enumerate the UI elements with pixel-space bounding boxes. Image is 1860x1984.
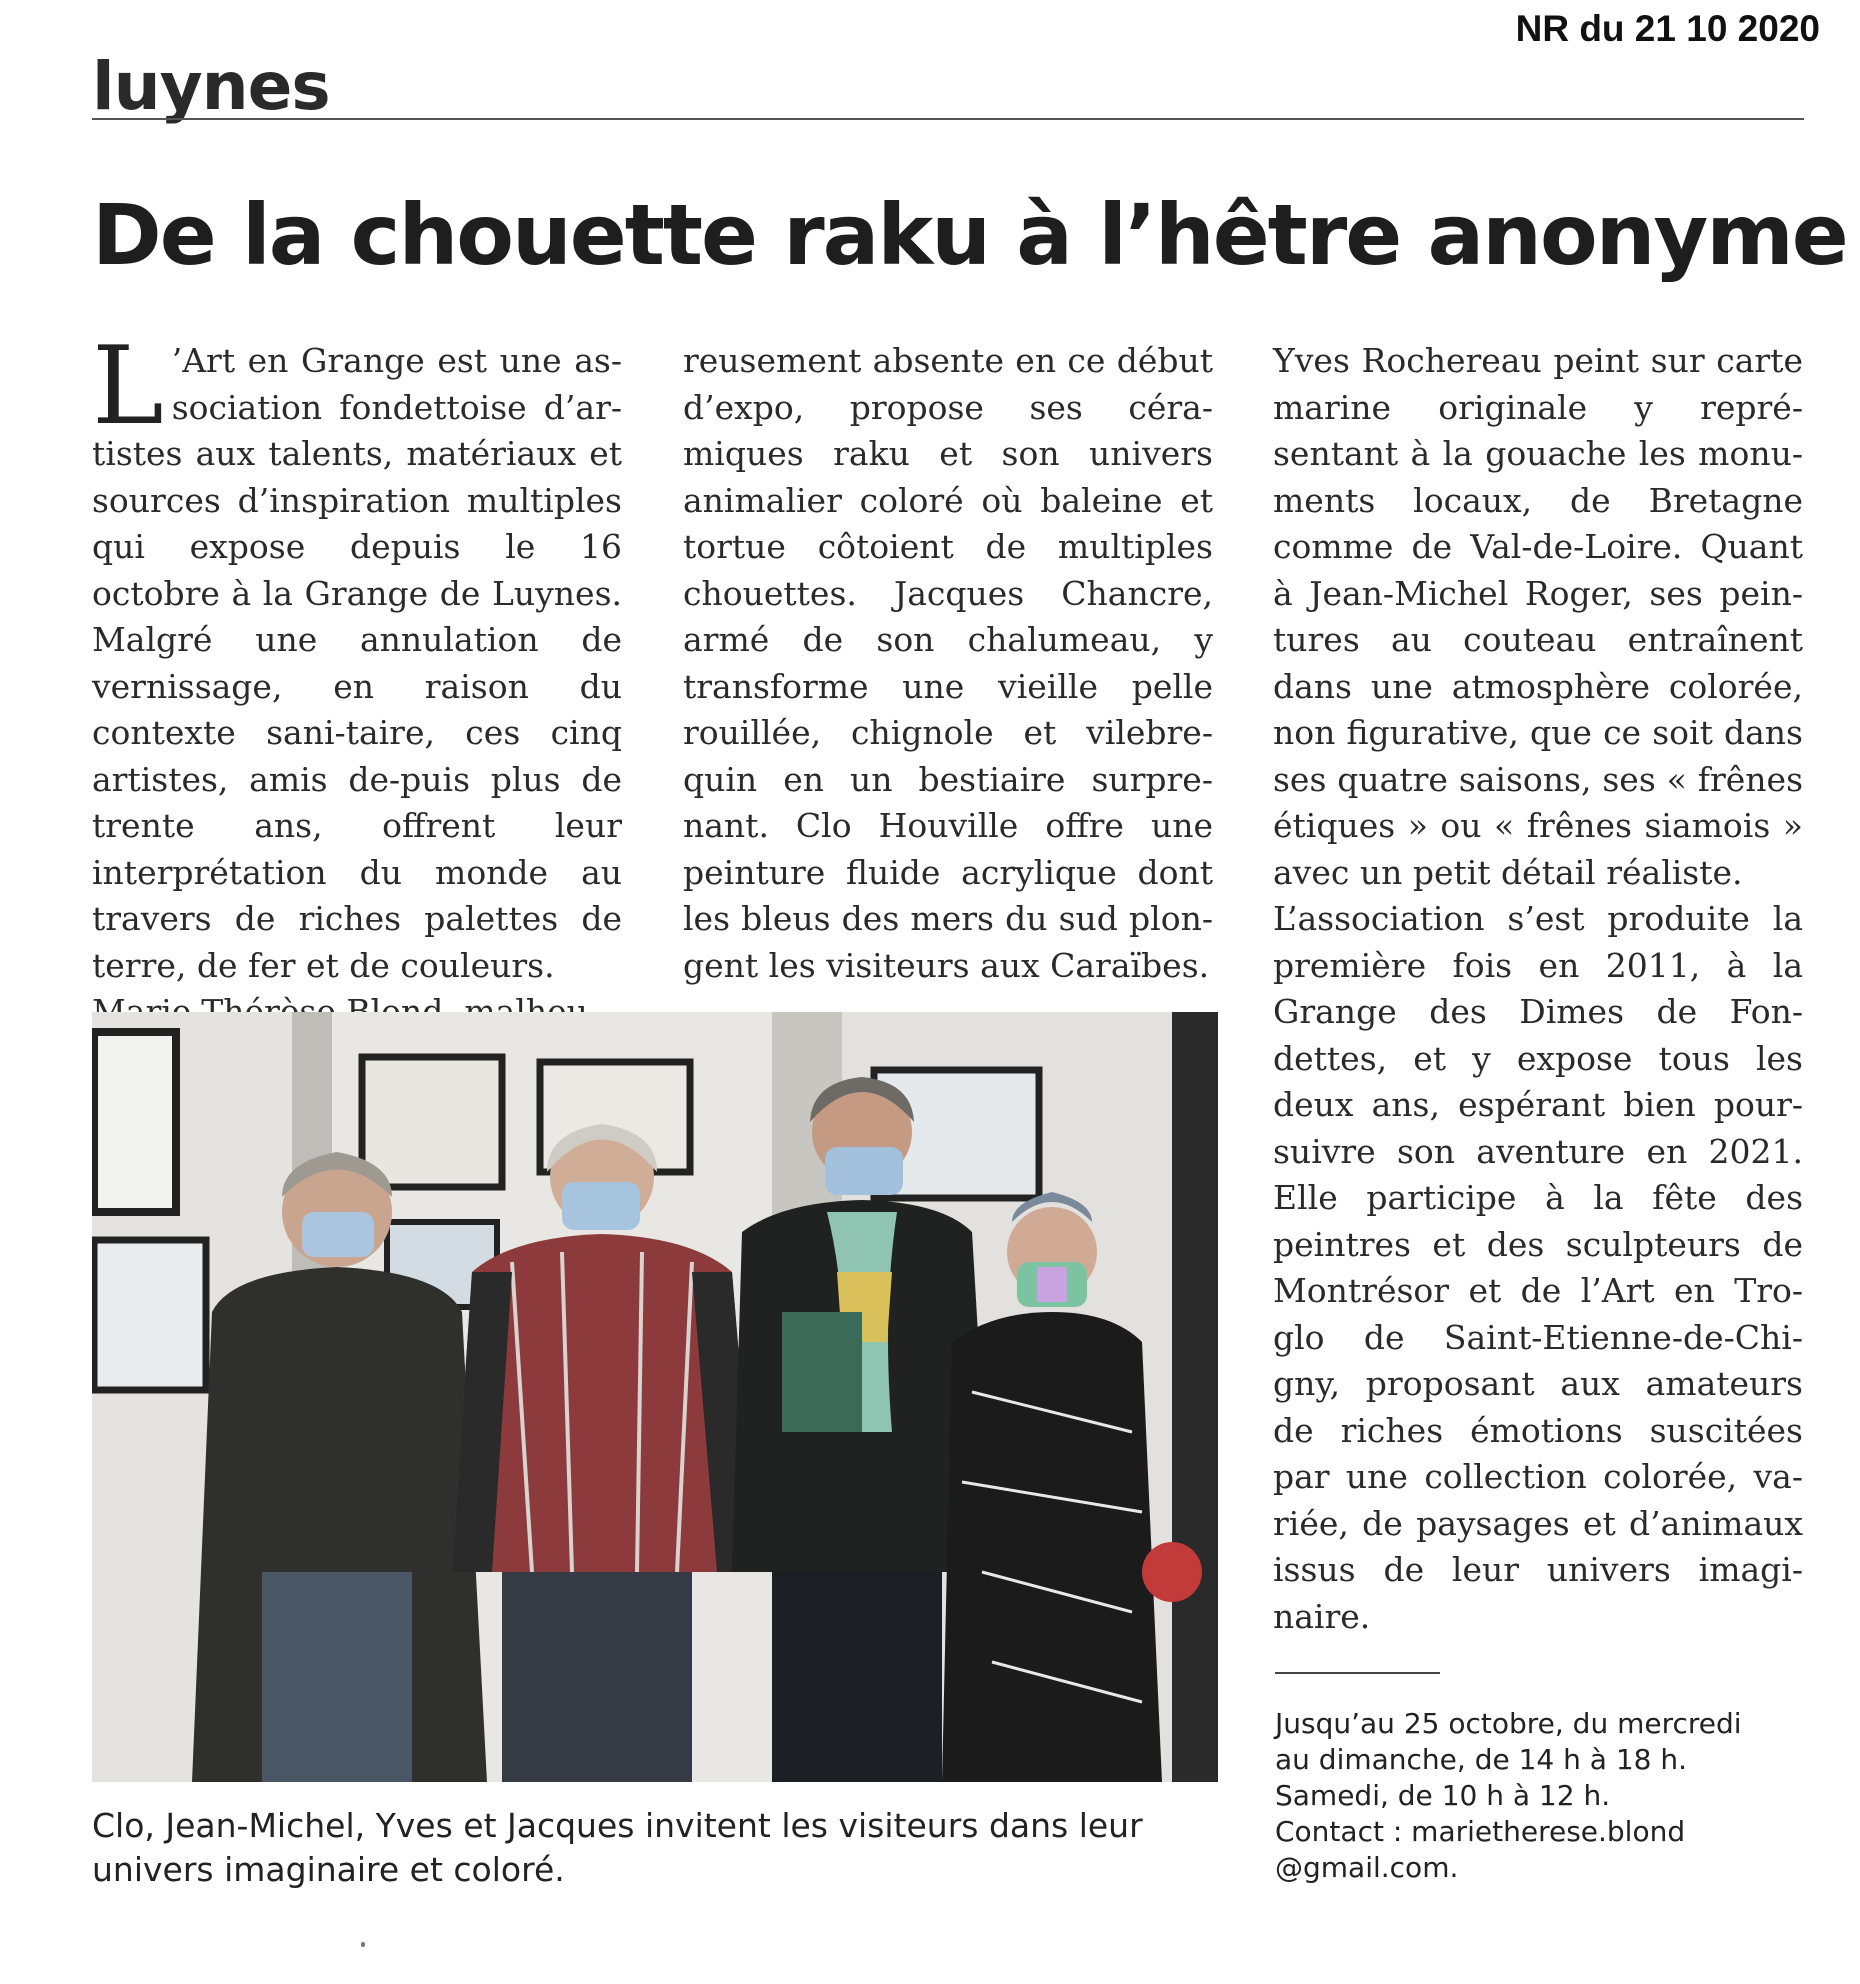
info-line: Jusqu’au 25 octobre, du mercredi: [1275, 1707, 1742, 1740]
photo-caption: Clo, Jean-Michel, Yves et Jacques invitent les visiteurs dans leur univers imaginaire et coloré.: [92, 1806, 1143, 1889]
article-column-1: [92, 324, 622, 1036]
article-column-2: [683, 338, 1213, 989]
headline: De la chouette raku à l’hêtre anonyme: [92, 186, 1847, 284]
group-photo: [92, 1012, 1218, 1782]
info-line: Samedi, de 10 h à 12 h.: [1275, 1779, 1611, 1812]
paragraph: L’association s’est produite la première fois en 2011, à la Grange des Dimes de Fon-dettes, et y expose tous les deux ans, espérant bien pour-suivre son aventure en 2021. Elle participe à la fête des peintres et des sculpteurs de Montrésor et de l’Art en Tro-glo de Saint-Etienne-de-Chi-gny, proposant aux amateurs de riches émotions suscitées par une collection colorée, va-riée, de paysages et d’animaux issus de leur univers imagi-naire.: [1273, 899, 1803, 1636]
section-title: luynes: [92, 48, 330, 125]
article-column-3: [1273, 338, 1803, 1640]
print-speck: [361, 1942, 365, 1947]
paragraph: [92, 324, 622, 989]
drop-cap: L: [92, 324, 164, 449]
practical-info: [1275, 1706, 1815, 1886]
paragraph: Yves Rochereau peint sur carte marine originale y repré-sentant à la gouache les monu-ments locaux, de Bretagne comme de Val-de-Loire. Quant à Jean-Michel Roger, ses pein-tures au couteau entraînent dans une atmosphère colorée, non figurative, que ce soit dans ses quatre saisons, ses « frênes étiques » ou « frênes siamois » avec un petit détail réaliste.: [1273, 341, 1803, 892]
info-rule: [1275, 1672, 1440, 1674]
section-rule: [92, 118, 1804, 120]
source-date: NR du 21 10 2020: [1515, 8, 1820, 49]
paragraph: reusement absente en ce début d’expo, propose ses céra-miques raku et son univers animalier coloré où baleine et tortue côtoient de multiples chouettes. Jacques Chancre, armé de son chalumeau, y transforme une vieille pelle rouillée, chignole et vilebre-quin en un bestiaire surpre-nant. Clo Houville offre une peinture fluide acrylique dont les bleus des mers du sud plon-gent les visiteurs aux Caraïbes.: [683, 341, 1213, 985]
info-line: Contact : marietherese.blond: [1275, 1815, 1686, 1848]
paragraph-text: ’Art en Grange est une as-sociation fondettoise d’ar-tistes aux talents, matériaux et sources d’inspiration multiples qui expose depuis le 16 octobre à la Grange de Luynes. Malgré une annulation de vernissage, en raison du contexte sani-taire, ces cinq artistes, amis de-puis plus de trente ans, offrent leur interprétation du monde au travers de riches palettes de terre, de fer et de couleurs.: [92, 341, 622, 985]
info-line: au dimanche, de 14 h à 18 h.: [1275, 1743, 1688, 1776]
info-line: @gmail.com.: [1275, 1851, 1459, 1884]
photo-illustration: [92, 1012, 1218, 1782]
